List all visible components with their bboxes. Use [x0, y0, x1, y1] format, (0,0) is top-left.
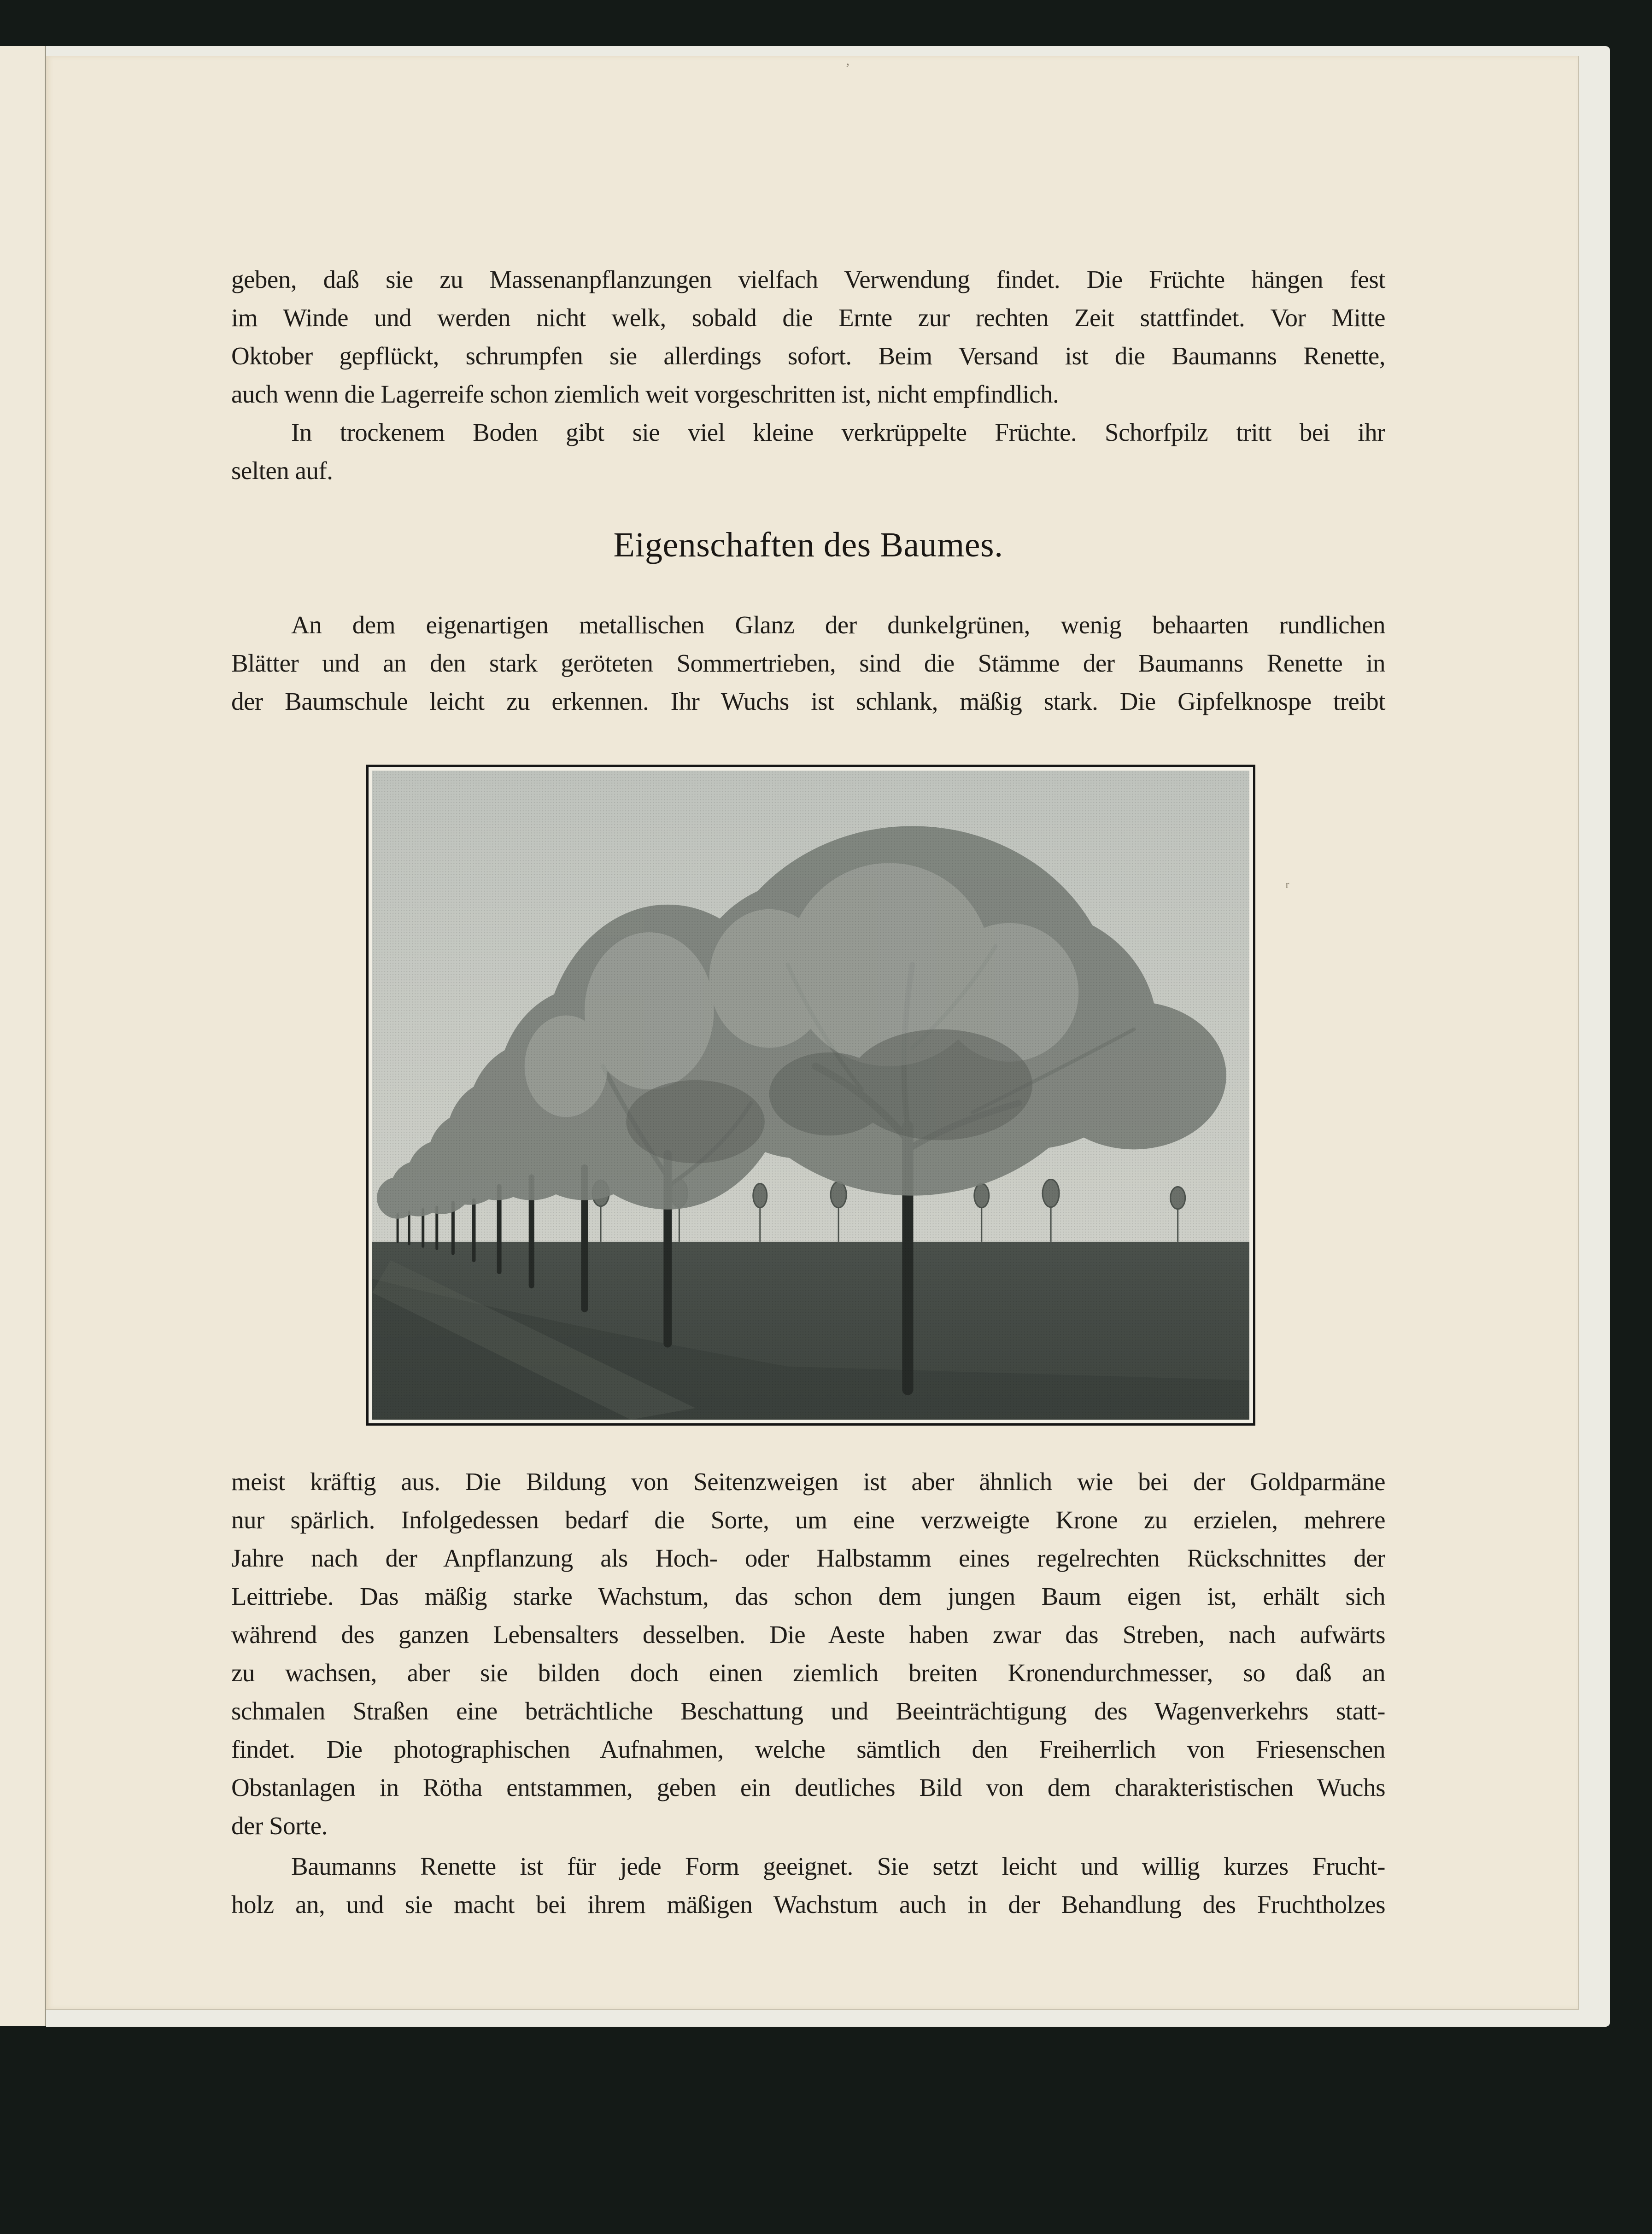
paragraph-fruit-handling	[231, 260, 1385, 413]
text-line: geben, daß sie zu Massenanpflanzungen vielfach Verwendung findet. Die Früchte hängen fest	[231, 265, 1385, 293]
text-line: holz an, und sie macht bei ihrem mäßigen Wachstum auch in der Behandlung des Fruchtholzes	[231, 1890, 1385, 1918]
paragraph-tree-properties	[231, 606, 1385, 720]
text-line: Oktober gepflückt, schrumpfen sie allerdings sofort. Beim Versand ist die Baumanns Renette,	[231, 342, 1385, 370]
facing-left-page-edge	[0, 46, 46, 2026]
text-line: nur spärlich. Infolgedessen bedarf die Sorte, um eine verzweigte Krone zu erzielen, mehrere	[231, 1506, 1385, 1534]
text-line: findet. Die photographischen Aufnahmen, welche sämtlich den Freiherrlich von Friesenschen	[231, 1735, 1385, 1763]
text-line: auch wenn die Lagerreife schon ziemlich weit vorgeschritten ist, nicht empfindlich.	[231, 380, 1059, 408]
text-line: selten auf.	[231, 456, 333, 485]
text-line: Blätter und an den stark geröteten Sommertrieben, sind die Stämme der Baumanns Renette in	[231, 649, 1385, 677]
paragraph-growth-habit	[231, 1462, 1385, 1845]
paper-speck: ʳ	[1285, 877, 1289, 897]
paragraph-dry-soil	[231, 413, 1385, 490]
figure-photograph-apple-tree-row	[366, 765, 1255, 1426]
text-line: schmalen Straßen eine beträchtliche Beschattung und Beeinträchtigung des Wagenverkehrs statt-	[231, 1697, 1385, 1725]
orchard-photo-illustration	[372, 771, 1249, 1420]
text-line: Obstanlagen in Rötha entstammen, geben ein deutliches Bild von dem charakteristischen Wuchs	[231, 1773, 1385, 1801]
section-heading: Eigenschaften des Baumes.	[613, 526, 1003, 564]
text-line: der Baumschule leicht zu erkennen. Ihr Wuchs ist schlank, mäßig stark. Die Gipfelknospe treibt	[231, 687, 1385, 715]
text-line: meist kräftig aus. Die Bildung von Seitenzweigen ist aber ähnlich wie bei der Goldparmäne	[231, 1468, 1385, 1496]
text-line: Leittriebe. Das mäßig starke Wachstum, das schon dem jungen Baum eigen ist, erhält sich	[231, 1582, 1385, 1610]
text-line: im Winde und werden nicht welk, sobald die Ernte zur rechten Zeit stattfindet. Vor Mitte	[231, 304, 1385, 332]
paragraph-form-suitability	[231, 1847, 1385, 1924]
text-line: zu wachsen, aber sie bilden doch einen ziemlich breiten Kronendurchmesser, so daß an	[231, 1659, 1385, 1687]
text-line: Jahre nach der Anpflanzung als Hoch- oder Halbstamm eines regelrechten Rückschnittes der	[231, 1544, 1385, 1572]
text-line: der Sorte.	[231, 1812, 328, 1840]
text-line: Baumanns Renette ist für jede Form geeignet. Sie setzt leicht und willig kurzes Frucht-	[291, 1852, 1385, 1880]
text-line: während des ganzen Lebensalters desselben. Die Aeste haben zwar das Streben, nach aufwärts	[231, 1620, 1385, 1649]
text-line: In trockenem Boden gibt sie viel kleine verkrüppelte Früchte. Schorfpilz tritt bei ihr	[291, 418, 1385, 446]
paper-speck: ʼ	[845, 61, 850, 76]
text-line: An dem eigenartigen metallischen Glanz der dunkelgrünen, wenig behaarten rundlichen	[291, 611, 1385, 639]
